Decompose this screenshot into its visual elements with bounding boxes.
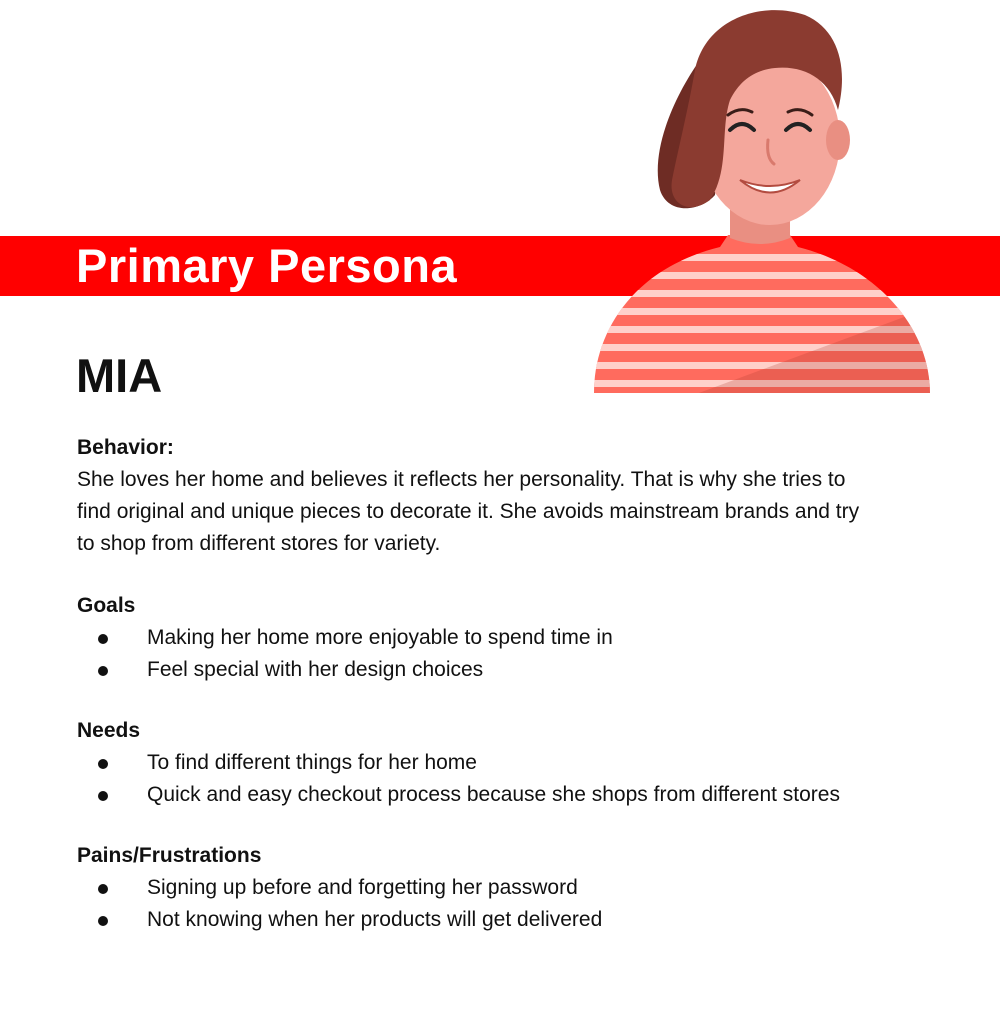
avatar-icon xyxy=(580,0,950,400)
persona-details xyxy=(77,432,867,936)
behavior-heading: Behavior: xyxy=(77,436,174,459)
list-item xyxy=(77,872,867,904)
goals-heading: Goals xyxy=(77,594,136,617)
list-item-text: Making her home more enjoyable to spend time in xyxy=(147,626,613,649)
needs-section xyxy=(77,715,867,811)
bullet-icon xyxy=(98,916,108,926)
list-item-text: To find different things for her home xyxy=(147,751,477,774)
bullet-icon xyxy=(98,634,108,644)
goals-list xyxy=(77,622,867,686)
list-item-text: Quick and easy checkout process because she shops from different stores xyxy=(147,783,840,806)
persona-name: MIA xyxy=(76,349,163,402)
needs-heading: Needs xyxy=(77,719,141,742)
goals-section xyxy=(77,590,867,686)
list-item-text: Not knowing when her products will get delivered xyxy=(147,908,603,931)
list-item xyxy=(77,779,867,811)
list-item xyxy=(77,904,867,936)
pains-heading: Pains/Frustrations xyxy=(77,844,262,867)
list-item-text: Signing up before and forgetting her password xyxy=(147,876,578,899)
pains-list xyxy=(77,872,867,936)
list-item xyxy=(77,654,867,686)
pains-section xyxy=(77,840,867,936)
list-item-text: Feel special with her design choices xyxy=(147,658,484,681)
list-item xyxy=(77,622,867,654)
bullet-icon xyxy=(98,759,108,769)
bullet-icon xyxy=(98,666,108,676)
list-item xyxy=(77,747,867,779)
bullet-icon xyxy=(98,884,108,894)
bullet-icon xyxy=(98,791,108,801)
needs-list xyxy=(77,747,867,811)
page-title: Primary Persona xyxy=(76,239,458,292)
behavior-text: She loves her home and believes it reflects her personality. That is why she tries to find original and unique pieces to decorate it. She avoids mainstream brands and try to shop from different stores for variety. xyxy=(77,468,860,555)
behavior-section xyxy=(77,432,867,560)
